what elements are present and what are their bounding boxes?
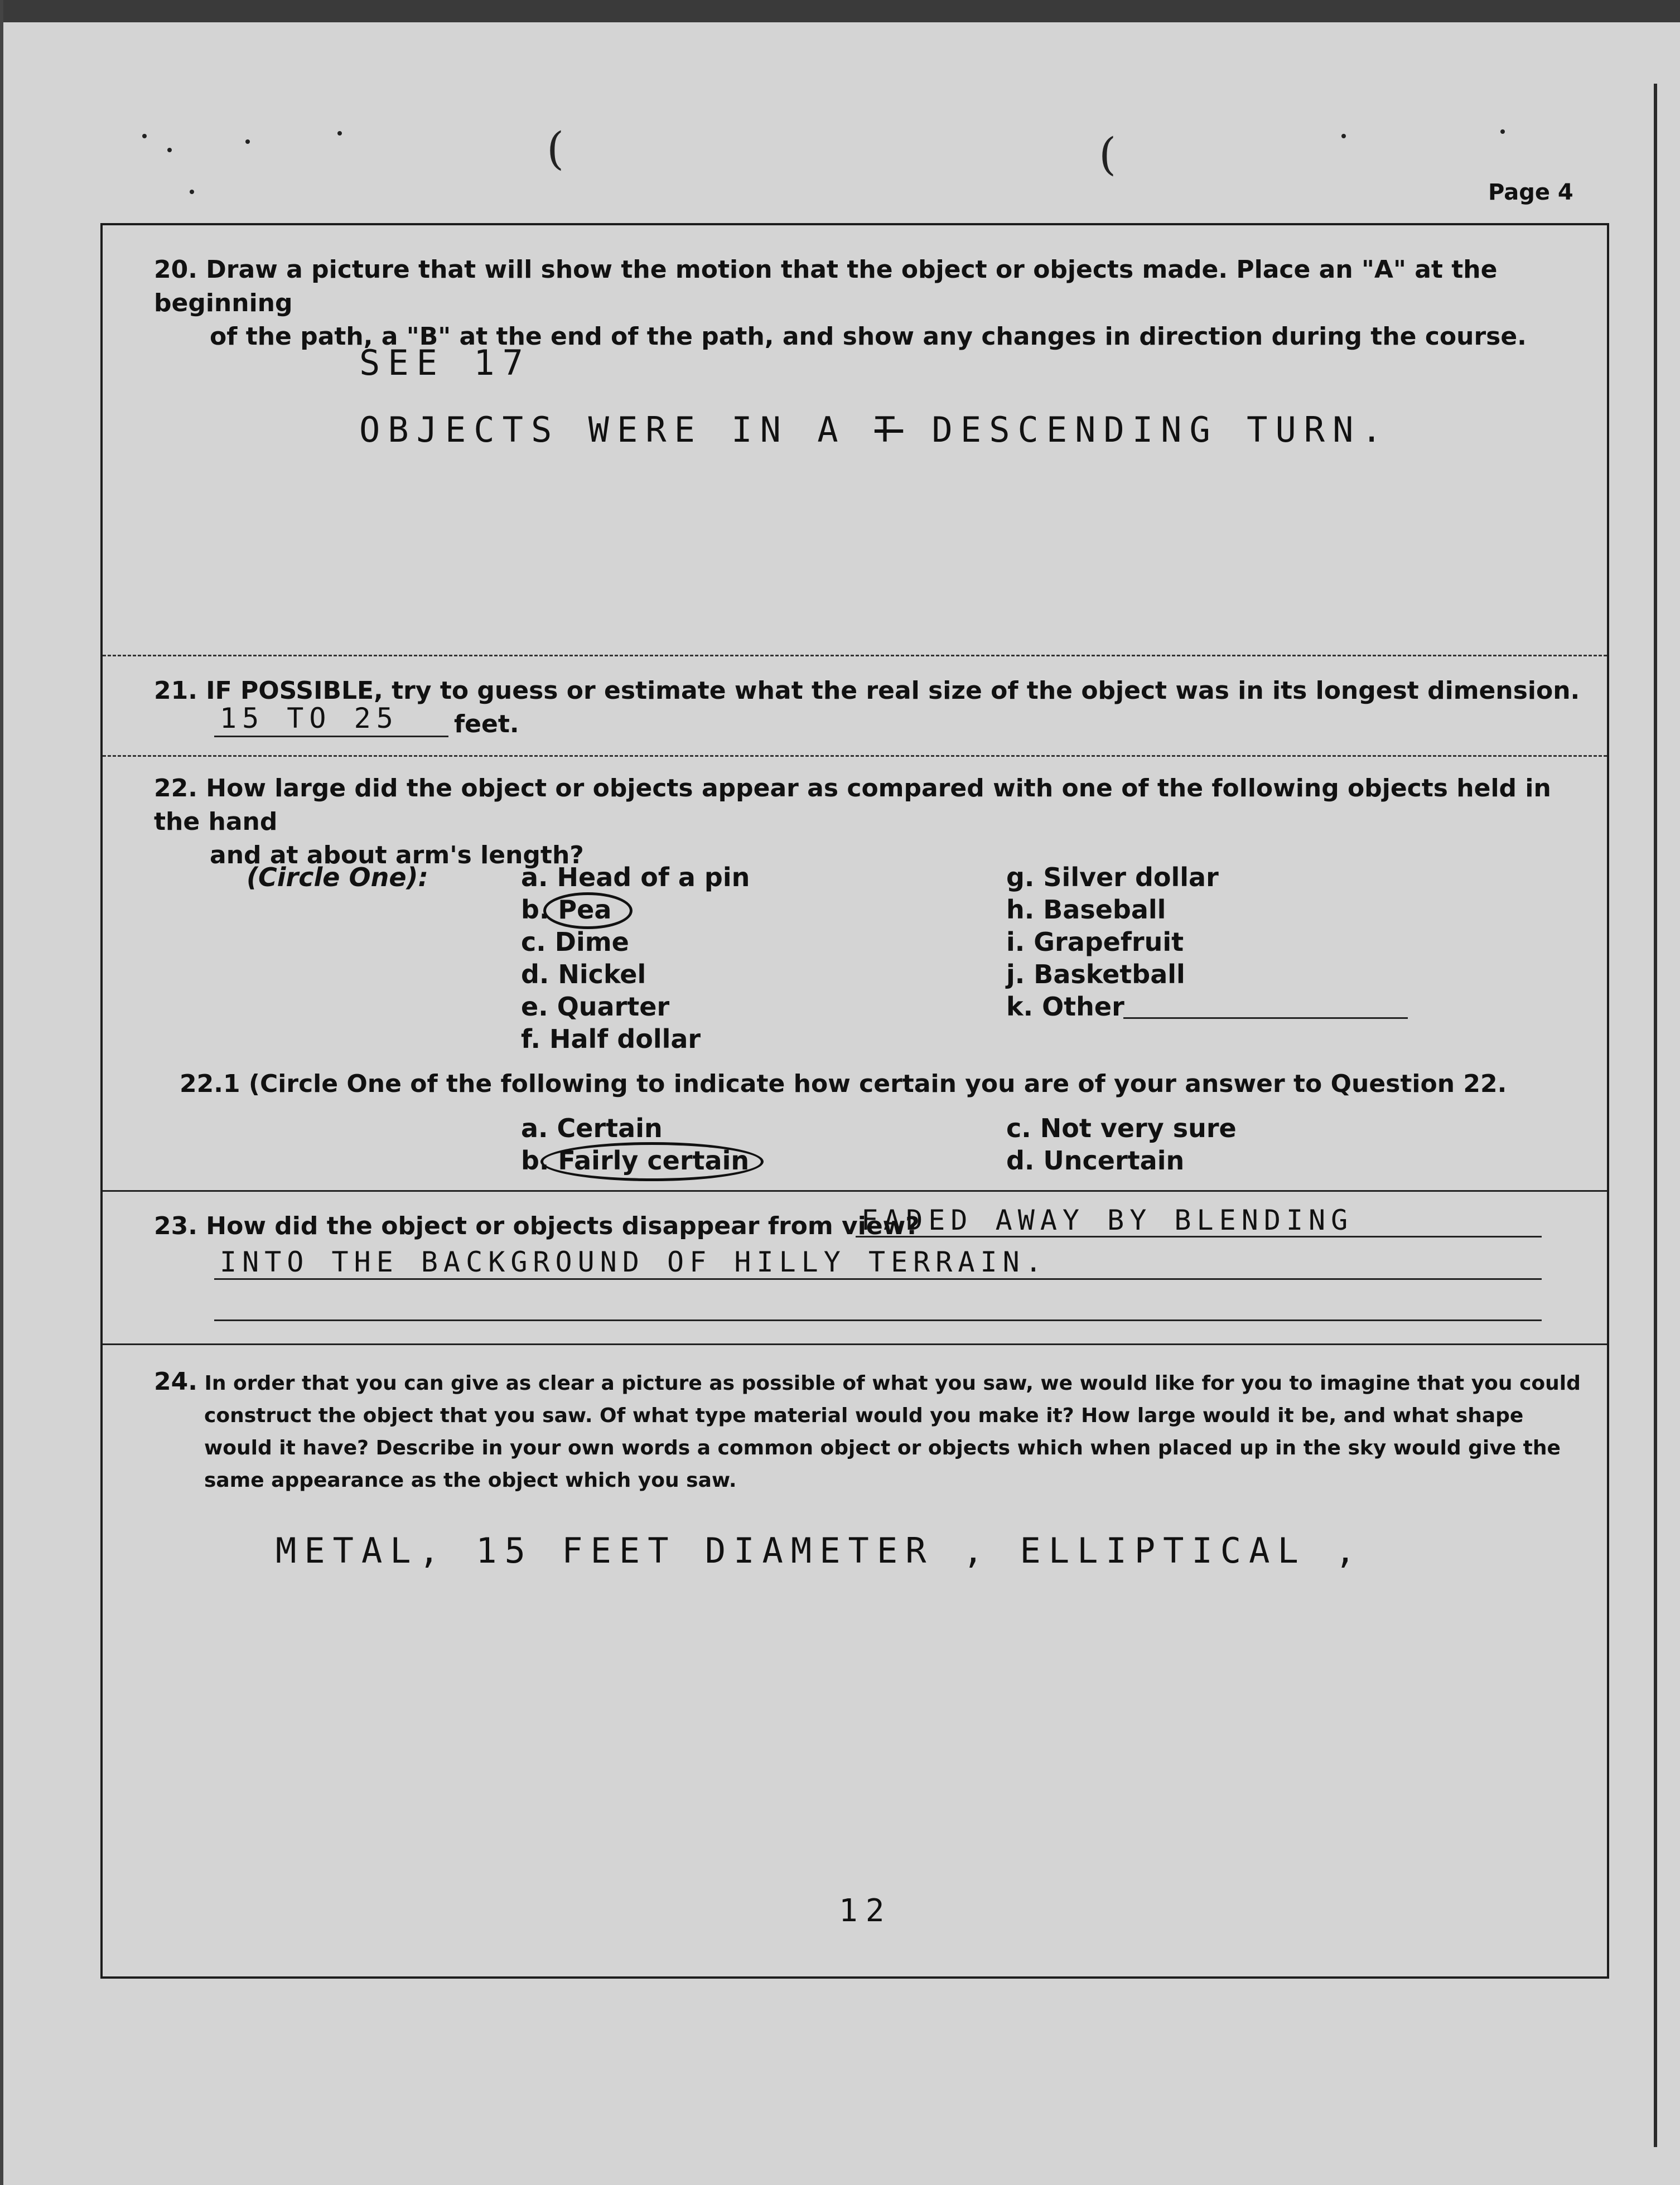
q22-number: 22. <box>154 774 197 803</box>
q21-question: IF POSSIBLE, try to guess or estimate what the real size of the object was in its longest dimension. <box>206 676 1580 705</box>
q21-answer: 15 TO 25 <box>220 702 399 734</box>
q20-answer-see: SEE 17 <box>359 342 531 383</box>
page-number: Page 4 <box>1488 180 1573 205</box>
scan-speck <box>337 131 342 136</box>
q22-option-e: e. Quarter <box>521 992 670 1022</box>
q22-circle-pea <box>543 892 633 929</box>
q23-answer-line1: FADED AWAY BY BLENDING <box>861 1204 1354 1236</box>
q20-text <box>154 253 1582 354</box>
q22-option-c: c. Dime <box>521 927 629 957</box>
q24-answer: METAL, 15 FEET DIAMETER , ELLIPTICAL , <box>276 1530 1364 1571</box>
q22-option-k: k. Other <box>1006 992 1124 1022</box>
q21-number: 21. <box>154 676 197 705</box>
q24-line1: In order that you can give as clear a picture as possible of what you saw, we would like for you to imagine that you could <box>204 1372 1581 1395</box>
punch-mark: ( <box>1099 128 1117 180</box>
q22-1-number: 22.1 <box>180 1070 240 1098</box>
q23-answer-line2: INTO THE BACKGROUND OF HILLY TERRAIN. <box>220 1246 1047 1278</box>
q22-1-question: (Circle One of the following to indicate how certain you are of your answer to Question 22. <box>248 1070 1507 1098</box>
q22-option-j: j. Basketball <box>1006 959 1185 989</box>
q22-other-line <box>1123 1017 1408 1019</box>
q22-option-i: i. Grapefruit <box>1006 927 1184 957</box>
scan-speck <box>1341 134 1346 138</box>
q23-blank-line1 <box>856 1236 1542 1237</box>
q20-answer-struck: T <box>874 409 904 450</box>
form-frame <box>100 223 1609 1979</box>
q20-line1: Draw a picture that will show the motion that the object or objects made. Place an "A" at the beginning <box>154 255 1498 317</box>
q24-text <box>154 1366 1582 1497</box>
scan-speck <box>190 190 194 194</box>
q24-number: 24. <box>154 1367 197 1396</box>
scan-top-band <box>0 0 1680 22</box>
q22-option-h: h. Baseball <box>1006 895 1166 925</box>
scan-speck <box>1500 129 1505 134</box>
q22-option-a: a. Head of a pin <box>521 862 750 892</box>
q22-instruction: (Circle One): <box>247 862 428 892</box>
q22-text <box>154 772 1582 872</box>
q22-option-f: f. Half dollar <box>521 1024 701 1054</box>
divider-q20-q21 <box>103 655 1607 656</box>
q20-number: 20. <box>154 255 197 284</box>
divider-q21-q22 <box>103 755 1607 757</box>
scan-right-edge <box>1654 84 1657 2147</box>
scan-speck <box>245 139 250 144</box>
q24-line4: same appearance as the object which you saw. <box>204 1469 737 1492</box>
q22-line1: How large did the object or objects appear as compared with one of the following objects held in the hand <box>154 774 1551 836</box>
q22-1-option-c: c. Not very sure <box>1006 1113 1237 1143</box>
q22-option-b: b. Pea <box>521 895 612 925</box>
q23-blank-line2 <box>214 1278 1542 1280</box>
q22-1-circle-fairly-certain <box>540 1142 764 1181</box>
q24-line3: would it have? Describe in your own words a common object or objects which when placed up in the sky would give the <box>204 1437 1561 1459</box>
punch-mark: ( <box>547 123 564 175</box>
q22-1-text <box>180 1067 1574 1101</box>
scan-speck <box>142 134 147 138</box>
q22-1-option-d: d. Uncertain <box>1006 1145 1185 1176</box>
q23-blank-line3 <box>214 1319 1542 1321</box>
q21-unit: feet. <box>454 710 519 738</box>
q24-line2: construct the object that you saw. Of what type material would you make it? How large would it be, and what shape <box>204 1404 1524 1427</box>
scan-speck <box>167 148 172 152</box>
q22-line2: and at about arm's length? <box>210 841 584 869</box>
footer-handwritten-mark: 12 <box>839 1893 892 1929</box>
divider-q23-q24 <box>103 1343 1607 1345</box>
divider-q22-q23 <box>103 1190 1607 1192</box>
q23-text <box>154 1210 920 1243</box>
q20-answer-part2: DESCENDING TURN. <box>931 409 1390 450</box>
q22-1-option-a: a. Certain <box>521 1113 663 1143</box>
q20-answer-part1: OBJECTS WERE IN A <box>359 409 846 450</box>
scan-left-edge <box>0 0 3 2185</box>
q22-1-option-b: b. Fairly certain <box>521 1145 750 1176</box>
q21-answer-line <box>214 736 448 737</box>
q23-question: How did the object or objects disappear from view? <box>206 1212 920 1240</box>
q20-answer-line2 <box>359 409 1390 450</box>
q20-line2: of the path, a "B" at the end of the path, and show any changes in direction during the course. <box>210 322 1527 351</box>
q22-option-g: g. Silver dollar <box>1006 862 1219 892</box>
q22-option-d: d. Nickel <box>521 959 646 989</box>
q23-number: 23. <box>154 1212 197 1240</box>
